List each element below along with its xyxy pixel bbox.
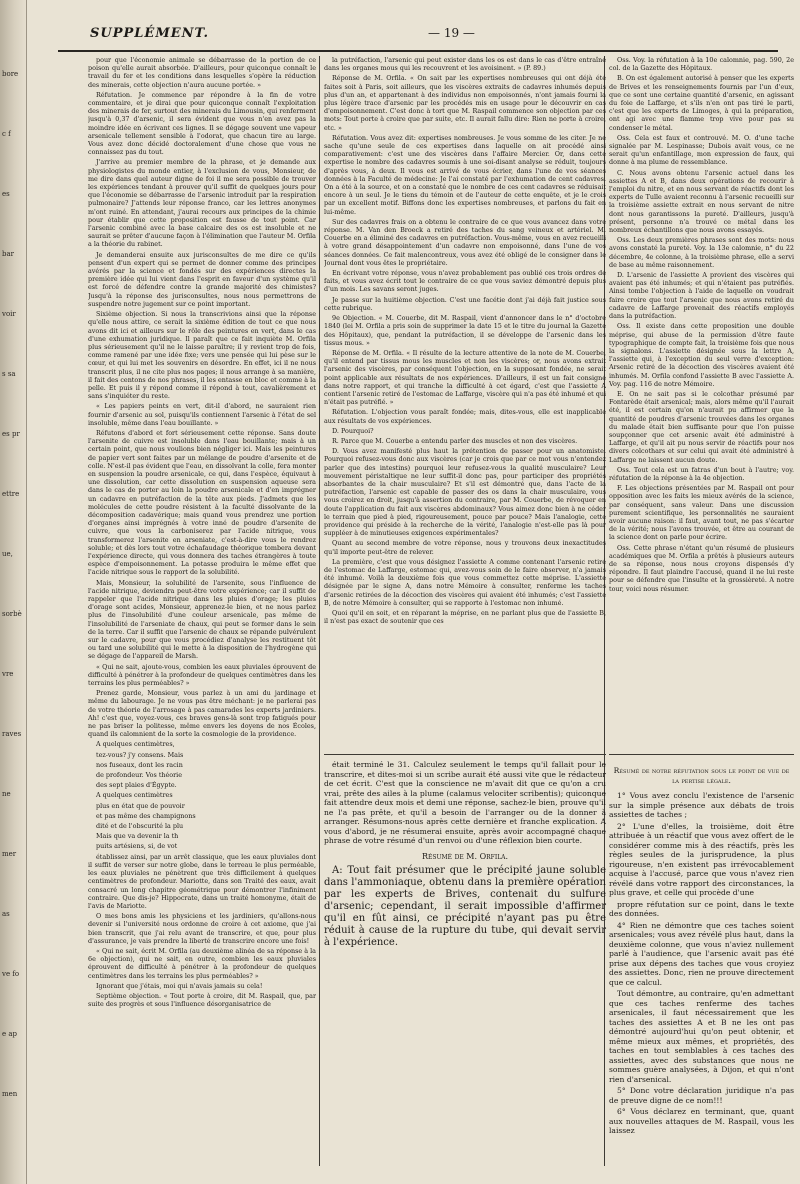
paragraph: 4° Rien ne démontre que ces taches soient arsenicales; vous avez révélé plus haut, dans la deuxième colonne, que vous n'aviez nullement parlé à l'audience, que l'arsenic avait pas été prise aux dépens des taches que vous croyiez des assiettes. Donc, rien ne prouve directement que ce calcul. [609, 920, 794, 987]
paragraph: de profondeur. Vos théorie [96, 771, 183, 780]
gutter-fragment: raves [2, 730, 22, 738]
gutter-fragment: men [2, 1090, 18, 1098]
paragraph: Tout démontre, au contraire, qu'en admettant que ces taches renferme des taches arsenicales, il faut nécessairement que les taches des assiettes A et B ne les ont pas démontré aujourd'hui qu'on peut obtenir, et même mieux aux mêmes, et propriétés, des taches en tout semblables à ces taches des assiettes, avec des substances que nous ne sommes guère analysées, à Dijon, et qui n'ont rien d'arsenical. [609, 989, 794, 1084]
paragraph: Quoi qu'il en soit, et en réparant la méprise, en ne parlant plus que de l'assiette B, il n'est pas exact de soutenir que ces [324, 609, 606, 626]
section-rule [324, 754, 606, 755]
gutter-fragment: sorbè [2, 610, 22, 618]
paragraph: J'arrive au premier membre de la phrase, et je demande aux physiologistes du monde entier, à l'exclusion de vous, Monsieur, de me dire dans quel auteur digne de foi il me sera possible de trouver les expériences tendant à prouver qu'il suffit de quelques jours pour que l'économie se débarrasse de l'arsenic introduit par la respiration pulmonaire? J'attends leur réponse franco, car les lettres anonymes m'ont ruiné. En attendant, j'aurai recours aux principes de la chimie pour établir que cette proposition est fausse de tout point. Car l'arsenic combiné avec la base calcaire des os est insoluble et ne saurait se prêter d'aucune façon à l'élimination que l'auteur M. Orfila a la théorie du rabinet. [88, 158, 316, 249]
paragraph: D. Vous avez manifesté plus haut la prétention de passer pour un anatomiste. Pourquoi refusez-vous donc aux viscères (car je crois que par ce mot vous n'entendez parler que des intestins) pourquoi leur refusez-vous la qualité musculaire? Leur mouvement péristaltique ne leur suffit-il donc pas, pour participer des propriétés absorbantes de la chair musculaire? Et s'il est démontré que, dans l'acte de la putréfaction, l'arsenic est capable de passer des os dans la chair musculaire, vous vous croirez en droit, jusqu'à assertion du contraire, par M. Couerbe, de révoquer en doute l'application du fait aux viscères abdominaux? Vous aimez donc bien à ne céder le terrain que pied à pied, rigoureusement, pouce par pouce? Mais l'analogie, cette providence qui préside à la recherche de la vérité, l'analogie n'est-elle pas là pour suppléer à de minutieuses exigences expérimentales? [324, 447, 606, 538]
paragraph: Oss. Tout cela est un fatras d'un bout à l'autre; voy. réfutation de la réponse à la 4e objection. [609, 465, 794, 482]
paragraph: Oss. Cette phrase n'étant qu'un résumé de plusieurs académiques que M. Orfila a prêtés à plusieurs auteurs de sa réponse, nous nous croyons dispensés d'y répondre. Il faut plaindre l'accusé, quand il ne lui reste pour se défendre que l'insulte et la grossièreté. A notre tour, voici nous résumer. [609, 543, 794, 593]
gutter-fragment: as [2, 910, 10, 918]
paragraph: 5° Donc votre déclaration juridique n'a pas de preuve digne de ce nom!!! [609, 1086, 794, 1105]
paragraph: Oss. Cela est faux et controuvé. M. O. d'une tache signalée par M. Lespinasse; Dubois avait vous, ce ne serait qu'un enfantillage, mon expression de faux, qui donne à ma plume de ressemblance. [609, 133, 794, 167]
paragraph: Prenez garde, Monsieur, vous parlez à un ami du jardinage et même du labourage. Je ne vous pas être méchant: je ne parlerai pas de votre théorie de l'arrosage à pas camarades les experts jardiniers. Ah! c'est que, voyez-vous, ces braves gens-là sont trop fatigués pour ne pas briser la politesse, même envers les doyens de nos Écoles, quand ils calomnient de la sorte la cosmologie de la providence. [88, 689, 316, 739]
column-rule [319, 56, 320, 1166]
section-rule [609, 754, 794, 755]
paragraph: R. Parce que M. Couerbe a entendu parler des muscles et non des viscères. [332, 436, 578, 445]
paragraph: Oss. Les deux premières phrases sont des mots: nous avons constaté la pureté. Voy. la 13e calomnie, n° du 22 décembre, 4e colonne, à la troisième phrase, elle a servi de base au même raisonnement. [609, 236, 794, 269]
paragraph: En écrivant votre réponse, vous n'avez probablement pas oublié ces trois ordres de faits, et vous avez écrit tout le contraire de ce que vous saviez démontré depuis plus d'un mois. Les savans seront juges. [324, 269, 606, 294]
paragraph: « Qui ne sait, ajoute-vous, combien les eaux pluviales éprouvent de difficulté à pénétrer à la profondeur de quelques centimètres dans les terrains les plus perméables? » [88, 662, 316, 688]
paragraph: Je demanderai ensuite aux jurisconsultes de me dire ce qu'ils pensent d'un expert qui se permet de donner comme des principes avérés par la science et fondés sur des expériences directes la première idée qui lui vient dans l'esprit en faveur d'un système qu'il est forcé de défendre contre la grande majorité des chimistes? Jusqu'à la réponse des jurisconsultes, nous nous permettrons de suspendre notre jugement sur ce point important. [88, 250, 316, 308]
paragraph: tez-vous? j'y consens. Mais [96, 750, 184, 759]
paragraph: 1° Vous avez conclu l'existence de l'arsenic sur la simple présence aux débats de trois assiettes de taches ; [609, 791, 794, 819]
column-2-bottom [324, 760, 606, 951]
paragraph: « Les papiers peints en vert, dit-il d'abord, ne sauraient rien fournir d'arsenic au sol, puisqu'ils contiennent l'arsenic à l'état de sel insoluble, même dans l'eau bouillante. » [88, 402, 316, 427]
gutter-fragment: vre [2, 670, 14, 678]
gutter-fragment: voir [2, 310, 16, 318]
paragraph: plus en état que de pouvoir [96, 801, 185, 810]
paragraph: Réfutation. L'objection vous paraît fondée; mais, dites-vous, elle est inapplicable aux résultats de vos expériences. [324, 408, 606, 425]
gutter-fragment: bar [2, 250, 15, 258]
paragraph: Ignorant que j'étais, moi qui n'avais jamais su cela! [96, 981, 263, 990]
paragraph: Réponse de M. Orfila. « Il résulte de la lecture attentive de la note de M. Couerbe, qu'il entend par tissus mous les muscles et non les viscères; or, nous avons extrait l'arsenic des viscères, par conséquent l'objection, en la supposant fondée, ne serait point applicable aux résultats de nos expériences. D'ailleurs, il est un fait consigné dans notre rapport, et qui tranche la difficulté à cet égard, c'est que l'assiette A contient l'arsenic retiré de l'estomac de Laffarge, viscère qui n'a pas été inhumé et qui n'était pas putréfié. » [324, 348, 606, 407]
column-1 [88, 56, 316, 1171]
resume-paragraph: A: Tout fait présumer que le précipité jaune soluble dans l'ammoniaque, obtenu dans la première opération par les experts de Brives, contenait du sulfure d'arsenic; cependant, il serait impossible d'affirmer qu'il en fût ainsi, ce précipité n'ayant pas pu être réduit à cause de la rupture du tube, qui devait servir à l'expérience. [324, 865, 606, 948]
paragraph: était terminé le 31. Calculez seulement le temps qu'il fallait pour le transcrire, et dites-moi si un scribe aurait été aussi vite que le rédacteur de cet écrit. C'est que la conscience ne m'avait dit que ce qu'on a cru vrai, prête des ailes à la plume (calamus velociter scribentis); quiconque fait attendre deux mois et demi une réponse, sachez-le bien, prouve qu'il ne l'a pas prête, et qu'il a besoin de l'arranger ou de la donner à arranger. Résumons-nous après cette dernière et franche explication. A vous d'abord, je ne résumerai ensuite, après avoir accompagné chaque phrase de votre résumé d'un renvoi ou d'une réflexion bien courte. [324, 760, 606, 845]
paragraph: pour que l'économie animale se débarrasse de la portion de ce poison qu'elle aurait absorbée. D'ailleurs, pour quiconque connaît le travail du fer et les conditions dans lesquelles s'opère la réduction des minerais, cette objection n'aura aucune portée. » [88, 56, 316, 89]
page-header [58, 20, 778, 52]
paragraph: puits artésiens, si, de vot [96, 842, 178, 851]
paragraph: Quant au second membre de votre réponse, nous y trouvons deux inexactitudes qu'il importe peut-être de relever. [324, 539, 606, 556]
paragraph: et pas même des champignons [96, 811, 196, 820]
paragraph: des sept plaies d'Égypte. [96, 781, 177, 790]
gutter-fragment: ue, [2, 550, 13, 558]
binding-gutter [0, 0, 27, 1184]
gutter-fragment: bore [2, 70, 19, 78]
gutter-fragment: s sa [2, 370, 16, 378]
paragraph: C. Nous avons obtenu l'arsenic actuel dans les assiettes A et B, dans deux opérations de recourir à l'emploi du nitre, et en nous servant de réactifs dont les experts de Tulle avaient reconnu à l'arsenic recueilli sur la troisième assiette extrait en nous servant de nitre dont nous garantissons la pureté. D'ailleurs, jusqu'à présent, personne n'a trouvé ce métal dans les nombreux échantillons que nous avons essayés. [609, 168, 794, 235]
gutter-fragment: c f [2, 130, 11, 138]
paragraph: Je passe sur la huitième objection. C'est une facétie dont j'ai déjà fait justice sous cette rubrique. [324, 295, 606, 312]
paragraph: établissez ainsi, par un arrêt classique, que les eaux pluviales dont il suffit de verser sur notre globe, dans le terreau le plus perméable, les eaux pluviales ne pénètrent que très difficilement à quelques centimètres de profondeur. Mariotte, dans son Traité des eaux, avait consacré un long chapitre géométrique pour démontrer l'infiniment contraire. Que dis-je? Hippocrate, dans un traité homonyme, était de l'avis de Mariotte. [88, 852, 316, 910]
column-3-top [609, 56, 794, 756]
paragraph: Oss. Il existe dans cette proposition une double méprise, qui abuse de la permission d'être faute typographique de compte fait, la troisième fois que nous la signalons. L'assiette désignée sous la lettre A, l'assiette qui, à l'exception du seul verre d'exception: Arsenic retiré de la décoction des viscères avaient été inhumés. M. Orfila confond l'assiette B avec l'assiette A. Voy. pag. 116 de notre Mémoire. [609, 322, 794, 388]
gutter-fragment: es pr [2, 430, 20, 438]
paragraph: D. Pourquoi? [332, 426, 374, 435]
paragraph: Réfutation. Vous avez dit: expertises nombreuses. Je vous somme de les citer. Je ne sache qu'une seule de ces expertises dans laquelle on ait procédé ainsi comparativement: c'est une des viscères dans l'affaire Mercier. Or, dans cette expertise le nombre des cadavres soumis à une soi-disant analyse se réduit, toujours d'après vous, à deux. Il vous est arrivé de vous écrier, dans l'une de vos séances données à la Faculté de médecine: Je l'ai constaté par l'exhumation de cent cadavres. On a été à la source, et on a constaté que le nombre de ces cent cadavres se réduisait encore à un seul. Je le tiens du témoin et de l'auteur de cette enquête, et je le crois par un excellent motif. Biffons donc les expertises nombreuses, et parlons du fait en lui-même. [324, 133, 606, 216]
paragraph: 9e Objection. « M. Couerbe, dit M. Raspail, vient d'annoncer dans le n° d'octobre 1840 (lei M. Orfila a pris soin de supprimer la date 15 et le titre du journal la Gazette des Hôpitaux), que, pendant la putréfaction, il se développe de l'arsenic dans les tissus mous. » [324, 314, 606, 347]
paragraph: E. On ne sait pas si le colcothar présumé par Fontarède était arsenical; mais, alors même qu'il l'aurait été, il est certain qu'on n'aurait pu affirmer que la quantité de poudres d'arsenic trouvées dans les organes du malade était bien suffisante pour que l'on puisse soupçonner que cet arsenic avait été administré à Laffarge, et qu'il ait pu nous servir de réactifs pour nos divers colcothars et sur celui qui avait été administré à Laffarge ne laissent aucun doute. [609, 389, 794, 464]
column-3-bottom [609, 760, 794, 1138]
paragraph: Mais, Monsieur, la solubilité de l'arsenite, sous l'influence de l'acide nitrique, deviendra peut-être votre expérience; car il suffit de rappeler que l'acide nitrique dans les pluies d'orage; les pluies d'orage sont acides, Monsieur, apprenez-le bien, et ne nous parlez plus de l'insolubilité d'une couleur arsenicale, pas même de l'insolubilité de l'arseniate de chaux, qui peut se former dans le sein de la terre. Car il suffit que l'arsenic de chaux se répande pulvérulent sur le cadavre, pour que vous procédiez d'analyse les restituent tôt ou tard une solubilité qui le mette à la disposition de l'hydrogène qui se dégage de l'appareil de Marsh. [88, 578, 316, 661]
gutter-fragment: ve fo [2, 970, 20, 978]
paragraph: D. L'arsenic de l'assiette A provient des viscères qui avaient pas été inhumés; et qui n'étaient pas putréfiés. Ainsi tombe l'objection à l'aide de laquelle on voudrait faire croire que tout l'arsenic que nous avons retiré du cadavre de Laffarge provenait des réactifs employés dans la putréfaction. [609, 271, 794, 321]
paragraph: A quelques centimètres, [96, 740, 175, 749]
gutter-fragment: e ap [2, 1030, 18, 1038]
paragraph: Septième objection. « Tout porte à croire, dit M. Raspail, que, par suite des progrès et sous l'influence désorganisatrice de [88, 991, 316, 1009]
supplement-title: SUPPLÉMENT. [90, 26, 210, 41]
paragraph: la putréfaction, l'arsenic qui peut exister dans les os est dans le cas d'être entraîné dans les organes mous qui les recouvrent et les avoisinent. » (P. 89.) [324, 56, 606, 73]
gutter-fragment: ettre [2, 490, 20, 498]
paragraph: A quelques centimètres [96, 791, 173, 800]
paragraph: Oss. Voy. la réfutation à la 10e calomnie, pag. 590, 2e col. de la Gazette des Hôpitaux. [609, 56, 794, 73]
paragraph: Réfutons d'abord et fort sérieusement cette réponse. Sans doute l'arsenite de cuivre est insoluble dans l'eau bouillante; mais à un certain point, que nous voulions bien négliger ici. Mais les peintures de papier vert sont faites par un mélange de poudre d'arsenite et de colle. N'est-il pas évident que l'eau, en dissolvant la colle, fera monter en suspension la poudre arsenicale, ce qui, dans l'espèce, équivaut à une dissolution, car cette dissolution en suspension aqueuse sera dans le cas de porter au loin la poudre arsenicale et d'en imprégner un cadavre en putréfaction de la tête aux pieds. J'admets que les molécules de cette poudre résistent à la faculté dissolvante de la décomposition cadavérique; mais quand vous prendrez une portion d'organes ainsi imprégnés à votre inné de poudre d'arsenite de cuivre, que vous la carboniserez par l'acide nitrique, vous transformerez l'arsenite en arseniate, c'est-à-dire vous le rendrez soluble; et dès lors tout votre échafaudage théorique tombera devant l'expérience directe, qui vous donnera des taches étrangères à toute espèce d'empoisonnement. La potasse produira le même effet que l'acide nitrique sous le rapport de la solubilité. [88, 428, 316, 577]
paragraph: La première, c'est que vous désignez l'assiette A comme contenant l'arsenic retiré de l'estomac de Laffarge, estomac qui, avez-vous soin de le faire observer, n'a jamais été inhumé. Voilà la deuxième fois que vous commettez cette méprise. L'assiette désignée par le signe A, dans notre Mémoire à consulter, renferme les taches d'arsenic retirées de la décoction des viscères qui avaient été inhumés; c'est l'assiette B, de notre Mémoire à consulter, qui se rapporte à l'estomac non inhumé. [324, 557, 606, 607]
refutation-summary-title: Résumé de notre réfutation sous le point de vue de la pertise légale. [613, 766, 790, 785]
paragraph: propre réfutation sur ce point, dans le texte des données. [609, 899, 794, 918]
paragraph: B. On est également autorisé à penser que les experts de Brives et les renseignements fournis par l'un d'eux, que ce sont une certaine quantité d'arsenic, en agissant du foie de Laffarge, et s'ils n'en ont pas tiré le parti, c'est que les experts de Limoges, à qui la préparation, ont agi avec une flamme trop vive pour pas su condenser le métal. [609, 74, 794, 132]
paragraph: 2° L'une d'elles, la troisième, doit être attribuée à un réactif que vous avez offert de le considérer comme mis à des réactifs, près les règles seules de la jurisprudence, la plus rigoureuse, n'en existent pas irrévocablement acquise à l'accusé, parce que vous n'avez rien révélé dans votre rapport des circonstances, la plus grave, et celle qui procède d'une [609, 821, 794, 897]
paragraph: F. Les objections présentées par M. Raspail ont pour opposition avec les faits les mieux avérés de la science, par conséquent, sans valeur. Dans une discussion purement scientifique, les personnalités ne sauraient avoir aucune raison: il faut, avant tout, ne pas s'écarter de la vérité; nous l'avons trouvée, et être au courant de la science dont on parle pour écrire. [609, 484, 794, 542]
paragraph: Réponse de M. Orfila. « On sait par les expertises nombreuses qui ont déjà été faites soit à Paris, soit ailleurs, que les viscères extraits de cadavres inhumés depuis plus d'un an, et appartenant à des individus non empoisonnés, n'ont jamais fourni la plus légère trace d'arsenic par les procédés mis en usage pour le découvrir en cas d'empoisonnement. C'est donc à tort que M. Raspail commence son objection par ces mots: Tout porte à croire que par suite, etc. Il aurait fallu dire: Rien ne porte à croire, etc. » [324, 74, 606, 132]
gutter-fragment: es [2, 190, 10, 198]
column-2-top [324, 56, 606, 756]
paragraph: Sixième objection. Si nous la transcrivions ainsi que la réponse qu'elle nous attire, ce serait la sixième édition de tout ce que nous avons dit ici et ailleurs sur le rôle des peintures en vert, dans le cas d'une exhumation juridique. Il paraît que ce fait inquiète M. Orfila plus sérieusement qu'il ne le laisse paraître; il y revient trop de fois, comme ramené par une idée fixe; vers une pensée qui lui pèse sur le cœur, et qui lui met les souvenirs en désordre. En effet, ici il ne nous transcrit plus, il ne cite plus nos pages; il nous arrange à sa manière, il fait des centons de nos phrases, il les entasse en bloc et comme à la pelle. Et puis il y répond comme il répond à tout, cavalièrement et sans s'inquiéter du reste. [88, 310, 316, 401]
resume-title: Résumé de M. Orfila. [421, 851, 509, 861]
paragraph: O mes bons amis les physiciens et les jardiniers, qu'allons-nous devenir si l'université nous ordonne de croire à cet axiome, que j'ai bien transcrit, que j'ai relu avant de transcrire, et que, pour plus d'assurance, je vais prendre la liberté de transcrire encore une fois! [88, 912, 316, 945]
paragraph: 6° Vous déclarez en terminant, que, quant aux nouvelles attaques de M. Raspail, vous les laissez [609, 1107, 794, 1135]
paragraph: Mais que va devenir la th [96, 832, 179, 841]
gutter-fragment: ne [2, 790, 11, 798]
paragraph: dité et de l'obscurité la plu [96, 822, 184, 831]
paragraph: « Qui ne sait, écrit M. Orfila (au deuxième alinéa de sa réponse à la 6e objection), qui ne sait, en outre, combien les eaux pluviales éprouvent de difficulté à pénétrer à la profondeur de quelques centimètres dans les terrains les plus perméables? » [88, 946, 316, 980]
page-number: — 19 — [428, 26, 475, 40]
paragraph: nos fuseaux, dont les racin [96, 760, 183, 769]
paragraph: Sur des cadavres frais on a obtenu le contraire de ce que vous avancez dans votre réponse. M. Van den Broeck a retiré des taches du sang veineux et artériel. M. Couerbe en a éliminé des cadavres en putréfaction. Vous-même, vous en avez recueilli à votre grand désappointement d'un cadavre non empoisonné, dans l'une de vos séances données. Ce fait malencontreux, vous avez été obligé de le consigner dans le Journal dont vous êtes le propriétaire. [324, 217, 606, 267]
paragraph: Réfutation. Je commence par répondre à la fin de votre commentaire, et je dirai que pour quiconque connaît l'exploitation des minerais de fer, surtout des minerais du Limousin, qui renferment jusqu'à 0,37 d'arsenic, il sera évident que vous n'en avez pas la moindre idée en écrivant ces lignes. Il se dégage souvent une vapeur arsenicale tellement sensible à l'odorat, que chacun tire au large. Vous avez donc décidé doctoralement d'une chose que vous ne connaissez pas du tout. [88, 90, 316, 157]
gutter-fragment: mer [2, 850, 17, 858]
